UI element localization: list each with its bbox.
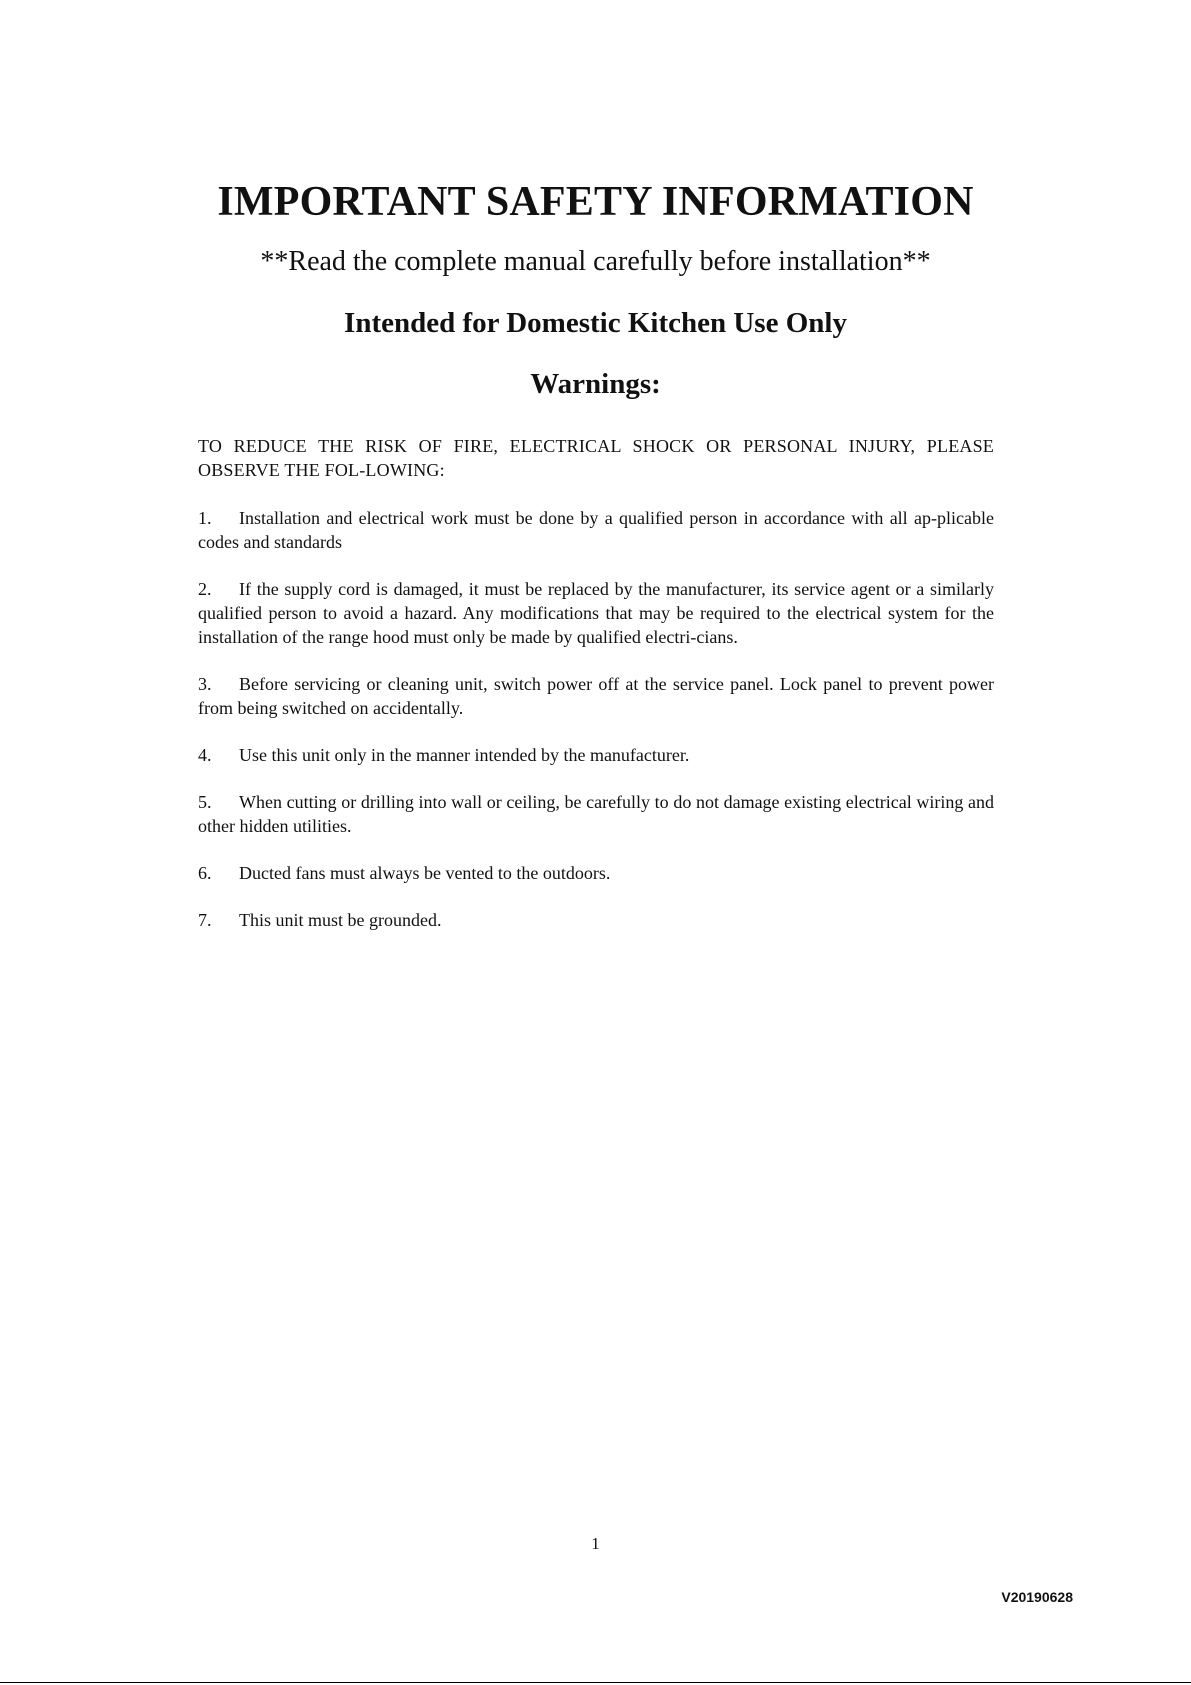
bottom-divider — [0, 1682, 1191, 1683]
item-number: 3. — [198, 674, 212, 694]
version-code: V20190628 — [1001, 1589, 1073, 1605]
item-text: This unit must be grounded. — [239, 910, 442, 930]
warning-item — [198, 577, 994, 649]
warnings-body — [198, 434, 994, 955]
item-text: If the supply cord is damaged, it must be replaced by the manufacturer, its service agent or a similarly qualified person to avoid a hazard. Any modifications that may be required to the electrical system for the installation of the range hood must only be made by qualified electri-cians. — [198, 579, 994, 647]
page-number: 1 — [591, 1534, 600, 1553]
item-number: 4. — [198, 745, 212, 765]
item-number: 1. — [198, 508, 212, 528]
item-number: 2. — [198, 579, 212, 599]
item-number: 6. — [198, 863, 212, 883]
item-text: Ducted fans must always be vented to the outdoors. — [239, 863, 611, 883]
item-text: Installation and electrical work must be done by a qualified person in accordance with all ap-plicable codes and standards — [198, 508, 994, 552]
item-text: Use this unit only in the manner intended by the manufacturer. — [239, 745, 690, 765]
item-number: 5. — [198, 792, 212, 812]
warnings-heading: Warnings: — [530, 368, 661, 400]
item-text: When cutting or drilling into wall or ceiling, be carefully to do not damage existing electrical wiring and other hidden utilities. — [198, 792, 994, 836]
warning-item — [198, 790, 994, 838]
item-text: Before servicing or cleaning unit, switch power off at the service panel. Lock panel to prevent power from being switched on accidentally. — [198, 674, 994, 718]
warning-item — [198, 908, 994, 932]
warning-item — [198, 506, 994, 554]
item-number: 7. — [198, 910, 212, 930]
page-title: IMPORTANT SAFETY INFORMATION — [217, 179, 974, 225]
intended-use-heading: Intended for Domestic Kitchen Use Only — [344, 307, 847, 339]
warning-item — [198, 861, 994, 885]
warning-item — [198, 743, 994, 767]
warnings-intro: TO REDUCE THE RISK OF FIRE, ELECTRICAL SHOCK OR PERSONAL INJURY, PLEASE OBSERVE THE FOL-LOWING: — [198, 436, 994, 480]
warning-item — [198, 672, 994, 720]
page-subtitle: **Read the complete manual carefully before installation** — [260, 246, 931, 277]
